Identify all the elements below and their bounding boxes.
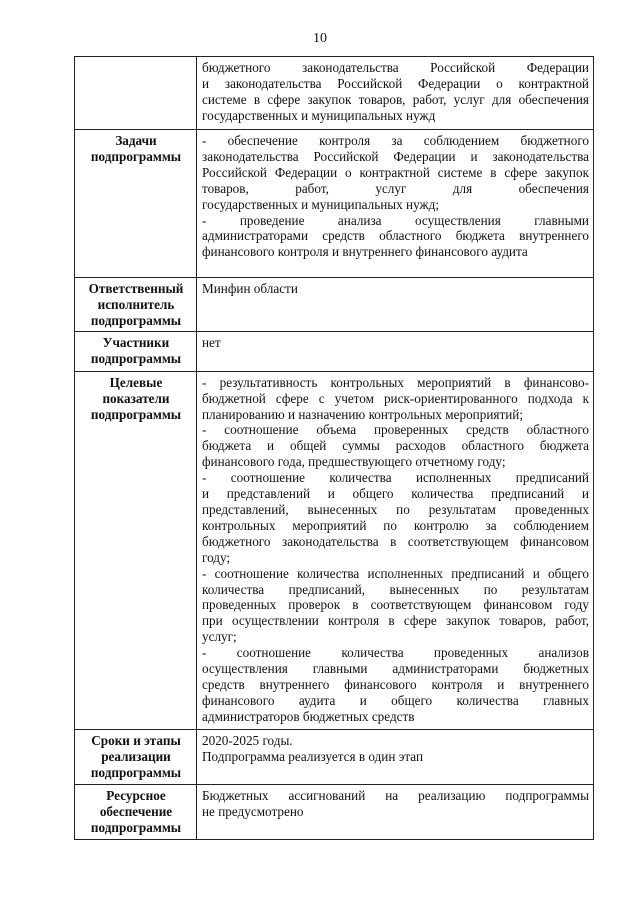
table-row [75,729,594,784]
text-line: Бюджетных ассигнований на реализацию подпрограммы [202,787,589,803]
text-line: средств внутреннего финансового контроля и внутреннего [202,676,589,692]
text-line: Минфин области [202,281,298,296]
text-line: бюджетной сфере с учетом риск-ориентированного подхода к [202,390,589,406]
text-line: не предусмотрено [202,803,304,819]
text-line: - обеспечение контроля за соблюдением бюджетного [202,133,589,148]
text-line: государственных и муниципальных нужд [202,107,436,123]
row-content [197,784,594,839]
text-line: представлений, вынесенных по результатам проведенных [202,501,589,517]
text-line: Российской Федерации о контрактной системе в сфере закупок [202,164,589,180]
row-label: Участники подпрограммы [75,331,197,371]
subprogram-passport-table [74,56,594,840]
row-content [197,371,594,729]
text-line: товаров, работ, услуг для обеспечения [202,180,589,196]
text-line: администраторами средств областного бюджета внутреннего [202,228,589,244]
row-label [75,57,197,130]
row-label: Ресурсное обеспечение подпрограммы [75,784,197,839]
text-line: 2020-2025 годы. [202,732,293,748]
text-line: системе в сфере закупок товаров, работ, услуг для обеспечения [202,91,589,107]
text-line: планированию и назначению контрольных мероприятий; [202,406,523,422]
table-row [75,278,594,332]
row-label: Ответственный исполнитель подпрограммы [75,278,197,332]
text-line: году; [202,549,231,565]
table-row [75,57,594,130]
text-line: и представлений и общего количества предписаний и [202,486,589,502]
text-line: проведенных проверок в соответствующем финансовом году [202,597,589,613]
text-line: - проведение анализа осуществления главными [202,212,589,228]
table-row [75,130,594,278]
text-line: - соотношение количества исполненных предписаний и общего [202,565,589,581]
page-number: 10 [313,31,327,46]
text-line: государственных и муниципальных нужд; [202,196,440,212]
text-line: финансового аудита и общего количества главных [202,692,589,708]
text-line: - результативность контрольных мероприятий в финансово- [202,374,589,390]
row-label: Целевые показатели подпрограммы [75,371,197,729]
text-line: - соотношение количества проведенных анализов [202,645,589,661]
text-line: при осуществлении контроля в сфере закупок товаров, работ, [202,613,589,629]
row-content [197,278,594,332]
text-line: законодательства Российской Федерации и законодательства [202,148,589,164]
text-line: администраторов бюджетных средств [202,708,415,724]
row-label: Задачи подпрограммы [75,130,197,278]
text-line: бюджетного законодательства в соответствующем финансовом [202,533,589,549]
row-label: Сроки и этапы реализации подпрограммы [75,729,197,784]
text-line: и законодательства Российской Федерации о контрактной [202,75,589,91]
table-row [75,371,594,729]
text-line: - соотношение количества исполненных предписаний [202,470,589,486]
row-content [197,729,594,784]
text-line: услуг; [202,629,237,645]
text-line: контрольных мероприятий по контролю за соблюдением [202,517,589,533]
table-row [75,331,594,371]
row-content [197,57,594,130]
text-line: бюджета и общей суммы расходов областного бюджета [202,438,589,454]
text-line: Подпрограмма реализуется в один этап [202,748,424,764]
row-content [197,331,594,371]
text-line: финансового контроля и внутреннего финансового аудита [202,244,528,260]
text-line: - соотношение объема проверенных средств областного [202,422,589,438]
text-line: бюджетного законодательства Российской Федерации [202,60,589,75]
text-line: количества предписаний, вынесенных по результатам [202,581,589,597]
text-line: осуществления главными администраторами бюджетных [202,661,589,677]
text-line: нет [202,334,221,350]
table-row [75,784,594,839]
row-content [197,130,594,278]
text-line: финансового года, предшествующего отчетному году; [202,454,506,470]
